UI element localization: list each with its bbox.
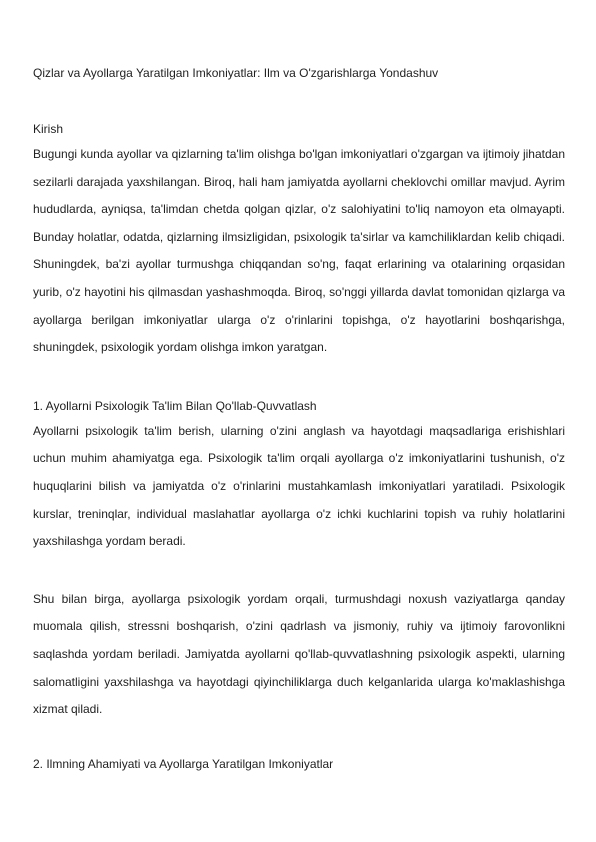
section-heading-2: 2. Ilmning Ahamiyati va Ayollarga Yaratilgan Imkoniyatlar xyxy=(33,756,334,771)
spacer xyxy=(33,724,565,754)
section-1-paragraph-2: Shu bilan birga, ayollarga psixologik yordam orqali, turmushdagi noxush vaziyatlarga qanday muomala qilish, stressni boshqarish, o'zini qadrlash va jismoniy, ruhiy va ijtimoiy farovonlikni saqlashda yordam beriladi. Jamiyatda ayollarni qo'llab-quvvatlashning psixologik aspekti, ularning salomatligini yaxshilashga va hayotdagi qiyinchiliklarga duch kelganlarida ularga ko'maklashishga xizmat qiladi. xyxy=(33,591,565,717)
spacer xyxy=(33,84,565,119)
document-title: Qizlar va Ayollarga Yaratilgan Imkoniyatlar: Ilm va O'zgarishlarga Yondashuv xyxy=(33,66,439,80)
intro-paragraph: Bugungi kunda ayollar va qizlarning ta'lim olishga bo'lgan imkoniyatlari o'zgargan va ijtimoiy jihatdan sezilarli darajada yaxshilangan. Biroq, hali ham jamiyatda ayollarni cheklovchi omillar mavjud. Ayrim hududlarda, ayniqsa, ta'limdan chetda qolgan qizlar, o'z salohiyatini to'liq namoyon eta olmayapti. Bunday holatlar, odatda, qizlarning ilmsizligidan, psixologik ta'sirlar va kamchiliklardan kelib chiqadi. Shuningdek, ba'zi ayollar turmushga chiqqandan so'ng, faqat erlarining va otalarining orqasidan yurib, o'z hayotini his qilmasdan yashashmoqda. Biroq, so'nggi yillarda davlat tomonidan qizlarga va ayollarga berilgan imkoniyatlar ularga o'z o'rinlarini topishga, o'z hayotlarini boshqarishga, shuningdek, psixologik yordam olishga imkon yaratgan. xyxy=(33,147,565,355)
section-1-paragraph-1: Ayollarni psixologik ta'lim berish, ularning o'zini anglash va hayotdagi maqsadlariga erishishlari uchun muhim ahamiyatga ega. Psixologik ta'lim orqali ayollarga o'z imkoniyatlarini tushunish, o'z huquqlarini bilish va jamiyatda o'z o'rinlarini mustahkamlash imkoniyatlari yaratiladi. Psixologik kurslar, treninqlar, individual maslahatlar ayollarga o'z ichki kuchlarini topish va ruhiy holatlarini yaxshilashga yordam beradi. xyxy=(33,423,565,549)
spacer xyxy=(33,362,565,396)
section-heading-1: 1. Ayollarni Psixologik Ta'lim Bilan Qo'llab-Quvvatlash xyxy=(33,398,317,413)
section-heading-intro: Kirish xyxy=(33,122,64,136)
document-body xyxy=(33,63,565,775)
spacer xyxy=(33,556,565,586)
